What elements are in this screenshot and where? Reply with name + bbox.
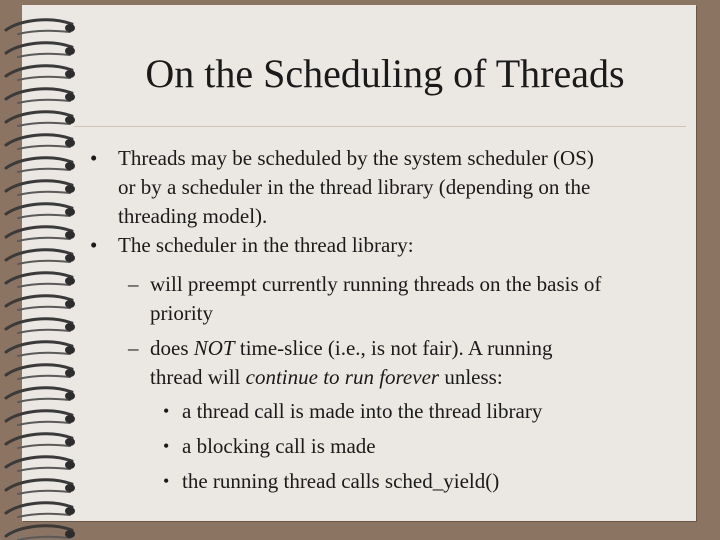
sub-bullet-1-line-1: will preempt currently running threads on the basis of (150, 272, 602, 296)
sub-sub-item-2: a blocking call is made (182, 434, 376, 458)
bullet-marker: • (90, 146, 98, 170)
sub-bullet-1-line-2: priority (150, 301, 213, 325)
sub-sub-bullet-marker: • (163, 471, 170, 491)
sub-bullet-2-line-2: thread will continue to run forever unless: (150, 365, 503, 389)
bullet-1-line-1: Threads may be scheduled by the system scheduler (OS) (118, 146, 594, 170)
slide-title: On the Scheduling of Threads (145, 51, 625, 96)
emphasis-not: NOT (193, 336, 235, 360)
sub-sub-item-1: a thread call is made into the thread library (182, 399, 543, 423)
sub-bullet-2-line-1: does NOT time-slice (i.e., is not fair). A running (150, 336, 553, 360)
sub-bullet-dash: – (128, 336, 139, 360)
sub-sub-item-3: the running thread calls sched_yield() (182, 469, 500, 493)
sub-sub-bullet-marker: • (163, 436, 170, 456)
sub-bullet-dash: – (128, 272, 139, 296)
emphasis-continue: continue to run forever (245, 365, 440, 389)
bullet-marker: • (90, 233, 98, 257)
sub-sub-bullet-marker: • (163, 401, 170, 421)
bullet-2-line-1: The scheduler in the thread library: (118, 233, 414, 257)
bullet-1-line-3: threading model). (118, 204, 268, 228)
bullet-1-line-2: or by a scheduler in the thread library (depending on the (118, 175, 591, 199)
